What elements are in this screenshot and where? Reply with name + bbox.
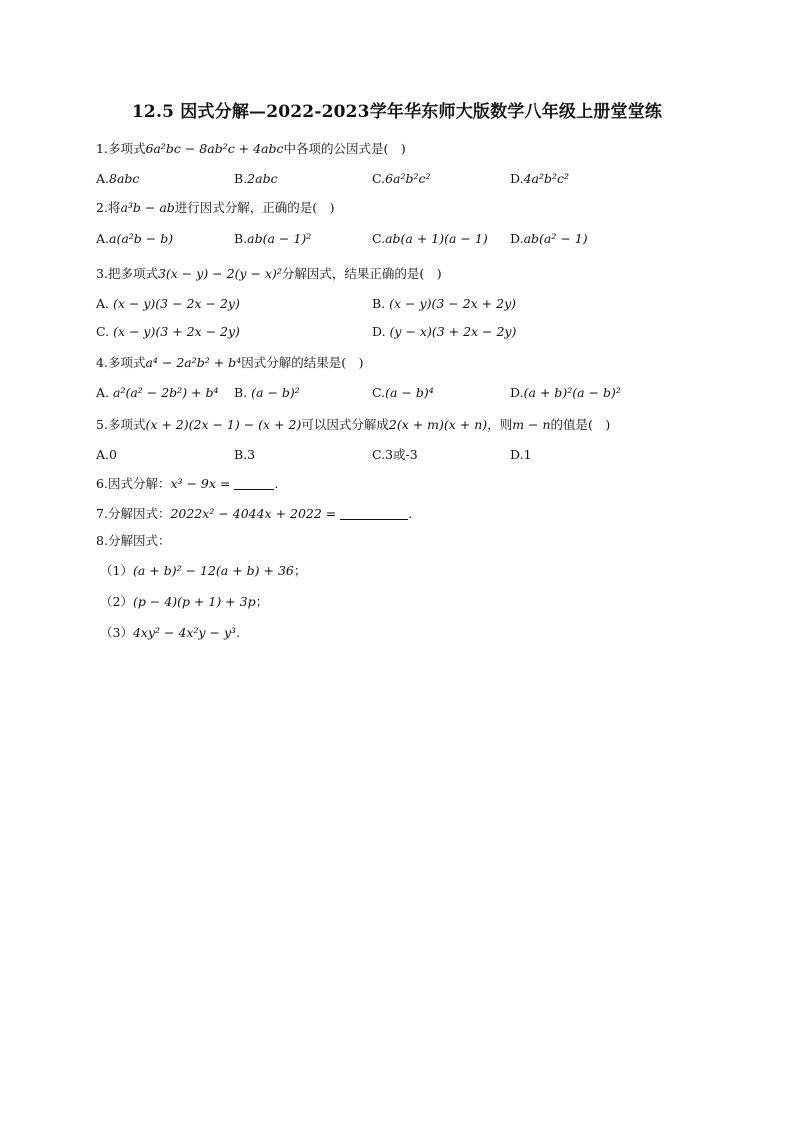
question-2-option-c[interactable]: C.ab(a + 1)(a − 1) xyxy=(372,231,488,246)
question-5-option-a[interactable]: A.0 xyxy=(96,447,117,462)
question-6-answer-blank[interactable] xyxy=(234,477,274,490)
question-1-option-b[interactable]: B.2abc xyxy=(234,171,278,186)
page-title: 12.5 因式分解—2022-2023学年华东师大版数学八年级上册堂堂练 xyxy=(131,102,663,122)
question-8-part-3: （3）4xy² − 4x²y − y³. xyxy=(100,625,241,640)
question-4-option-d[interactable]: D.(a + b)²(a − b)² xyxy=(510,385,621,400)
question-1-option-c[interactable]: C.6a²b²c² xyxy=(372,171,431,186)
question-1-option-a[interactable]: A.8abc xyxy=(96,171,140,186)
question-8-part-2: （2）(p − 4)(p + 1) + 3p； xyxy=(100,594,269,609)
question-7-stem: 7.分解因式：2022x² − 4044x + 2022 = . xyxy=(96,506,413,521)
question-5-option-c[interactable]: C.3或-3 xyxy=(372,447,418,462)
question-4-option-c[interactable]: C.(a − b)⁴ xyxy=(372,385,434,400)
question-6-stem: 6.因式分解：x³ − 9x = . xyxy=(96,476,279,491)
question-4-option-b[interactable]: B. (a − b)² xyxy=(234,385,300,400)
question-5-option-b[interactable]: B.3 xyxy=(234,447,256,462)
question-5-stem: 5.多项式(x + 2)(2x − 1) − (x + 2)可以因式分解成2(x + m)(x + n)，则m − n的值是( ) xyxy=(96,417,611,432)
question-3-option-c[interactable]: C. (x − y)(3 + 2x − 2y) xyxy=(96,324,240,339)
question-2-option-b[interactable]: B.ab(a − 1)² xyxy=(234,231,312,246)
question-8-stem: 8.分解因式： xyxy=(96,533,171,548)
question-1-stem: 1.多项式6a²bc − 8ab²c + 4abc中各项的公因式是( ) xyxy=(96,141,406,156)
question-1-option-d[interactable]: D.4a²b²c² xyxy=(510,171,570,186)
question-4-option-a[interactable]: A. a²(a² − 2b²) + b⁴ xyxy=(96,385,219,400)
question-7-expression: 2022x² − 4044x + 2022 = xyxy=(170,506,337,521)
question-8-part-1: （1）(a + b)² − 12(a + b) + 36； xyxy=(100,563,307,578)
question-5-option-d[interactable]: D.1 xyxy=(510,447,532,462)
question-2-option-a[interactable]: A.a(a²b − b) xyxy=(96,231,174,246)
question-2-expression: a³b − ab xyxy=(120,200,175,215)
question-4-stem: 4.多项式a⁴ − 2a²b² + b⁴因式分解的结果是( ) xyxy=(96,355,364,370)
question-3-option-d[interactable]: D. (y − x)(3 + 2x − 2y) xyxy=(372,324,517,339)
question-3-expression: 3(x − y) − 2(y − x)² xyxy=(157,266,282,281)
question-5-expression: (x + 2)(2x − 1) − (x + 2) xyxy=(145,417,302,432)
question-7-answer-blank[interactable] xyxy=(340,507,408,520)
question-2-stem: 2.将a³b − ab进行因式分解，正确的是( ) xyxy=(96,200,335,215)
question-4-expression: a⁴ − 2a²b² + b⁴ xyxy=(145,355,242,370)
question-1-expression: 6a²bc − 8ab²c + 4abc xyxy=(145,141,284,156)
question-3-option-b[interactable]: B. (x − y)(3 − 2x + 2y) xyxy=(372,296,517,311)
question-6-expression: x³ − 9x = xyxy=(170,476,231,491)
question-3-option-a[interactable]: A. (x − y)(3 − 2x − 2y) xyxy=(96,296,240,311)
question-3-stem: 3.把多项式3(x − y) − 2(y − x)²分解因式，结果正确的是( ) xyxy=(96,266,442,281)
question-2-option-d[interactable]: D.ab(a² − 1) xyxy=(510,231,588,246)
